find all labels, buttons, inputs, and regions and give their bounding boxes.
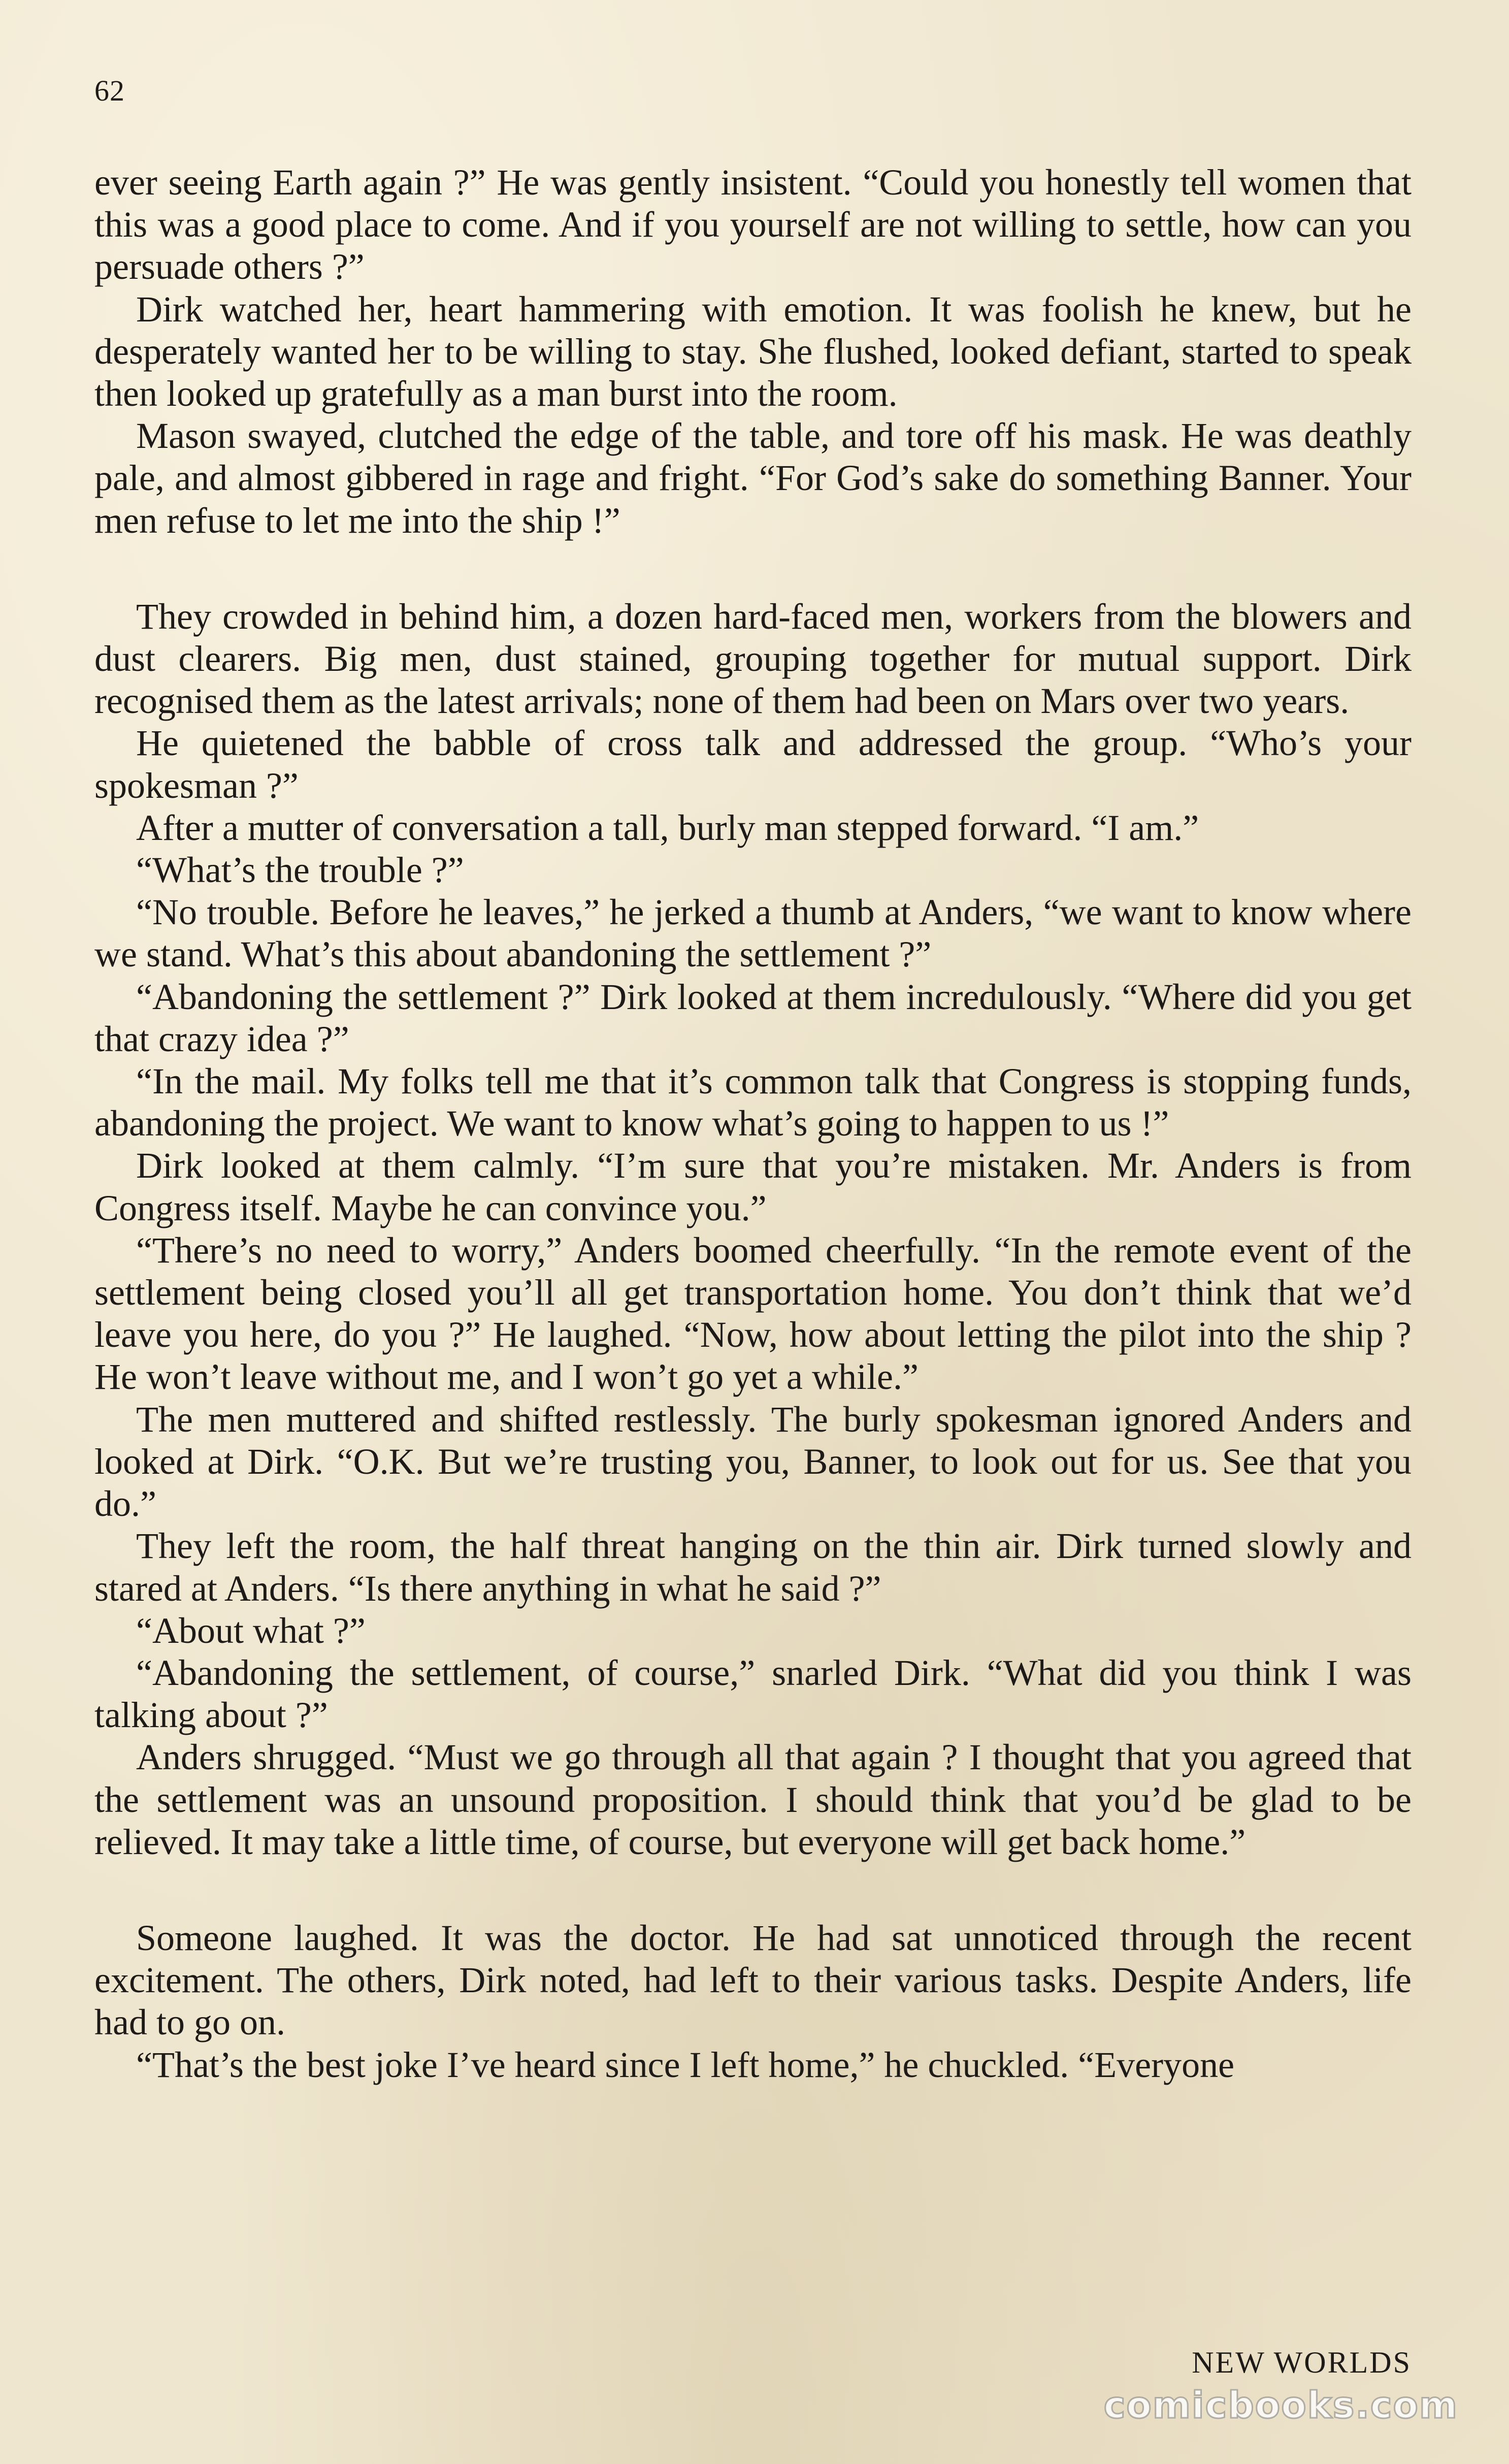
paragraph: “No trouble. Before he leaves,” he jerked a thumb at Anders, “we want to know where we stand. What’s this about abandoning the settlement ?” [94, 892, 1412, 975]
paragraph: “What’s the trouble ?” [136, 850, 464, 891]
watermark: comicbooks.com [1103, 2384, 1458, 2426]
paragraph: Dirk looked at them calmly. “I’m sure that you’re mistaken. Mr. Anders is from Congress itself. Maybe he can convince you.” [94, 1145, 1412, 1228]
paragraph: Someone laughed. It was the doctor. He had sat unnoticed through the recent excitement. The others, Dirk noted, had left to their various tasks. Despite Anders, life had to go on. [94, 1917, 1412, 2043]
paragraph: They crowded in behind him, a dozen hard-faced men, workers from the blowers and dust clearers. Big men, dust stained, grouping together for mutual support. Dirk recognised them as the latest arrivals; none of them had been on Mars over two years. [94, 596, 1412, 722]
paragraph: Dirk watched her, heart hammering with emotion. It was foolish he knew, but he desperately wanted her to be willing to stay. She flushed, looked defiant, started to speak then looked up gratefully as a man burst into the room. [94, 288, 1412, 414]
paragraph: “That’s the best joke I’ve heard since I left home,” he chuckled. “Everyone [136, 2044, 1235, 2085]
paragraph: “In the mail. My folks tell me that it’s common talk that Congress is stopping funds, abandoning the project. We want to know what’s going to happen to us !” [94, 1061, 1412, 1144]
paragraph: ever seeing Earth again ?” He was gently insistent. “Could you honestly tell women that this was a good place to come. And if you yourself are not willing to settle, how can you persuade others ?” [94, 162, 1412, 287]
paragraph: They left the room, the half threat hanging on the thin air. Dirk turned slowly and stared at Anders. “Is there anything in what he said ?” [94, 1526, 1412, 1609]
paragraph: “About what ?” [136, 1610, 366, 1651]
paragraph: The men muttered and shifted restlessly. The burly spokesman ignored Anders and looked at Dirk. “O.K. But we’re trusting you, Banner, to look out for us. See that you do.” [94, 1399, 1412, 1525]
page-number: 62 [94, 74, 125, 107]
paragraph: Anders shrugged. “Must we go through all that again ? I thought that you agreed that the settlement was an unsound proposition. I should think that you’d be glad to be relieved. It may take a little time, of course, but everyone will get back home.” [94, 1737, 1412, 1862]
paragraph: “Abandoning the settlement ?” Dirk looked at them incredulously. “Where did you get that crazy idea ?” [94, 976, 1412, 1059]
section-break [94, 1863, 1412, 1917]
paragraph: After a mutter of conversation a tall, burly man stepped forward. “I am.” [136, 807, 1199, 848]
paragraph: “Abandoning the settlement, of course,” snarled Dirk. “What did you think I was talking about ?” [94, 1652, 1412, 1736]
magazine-title-footer: NEW WORLDS [1192, 2346, 1412, 2379]
story-text [94, 161, 1412, 2086]
paragraph: “There’s no need to worry,” Anders boomed cheerfully. “In the remote event of the settlement being closed you’ll all get transportation home. You don’t think that we’d leave you here, do you ?” He laughed. “Now, how about letting the pilot into the ship ? He won’t leave without me, and I won’t go yet a while.” [94, 1229, 1412, 1398]
paragraph: He quietened the babble of cross talk and addressed the group. “Who’s your spokesman ?” [94, 723, 1412, 806]
paragraph: Mason swayed, clutched the edge of the table, and tore off his mask. He was deathly pale, and almost gibbered in rage and fright. “For God’s sake do something Banner. Your men refuse to let me into the ship !” [94, 415, 1412, 541]
section-break [94, 542, 1412, 596]
